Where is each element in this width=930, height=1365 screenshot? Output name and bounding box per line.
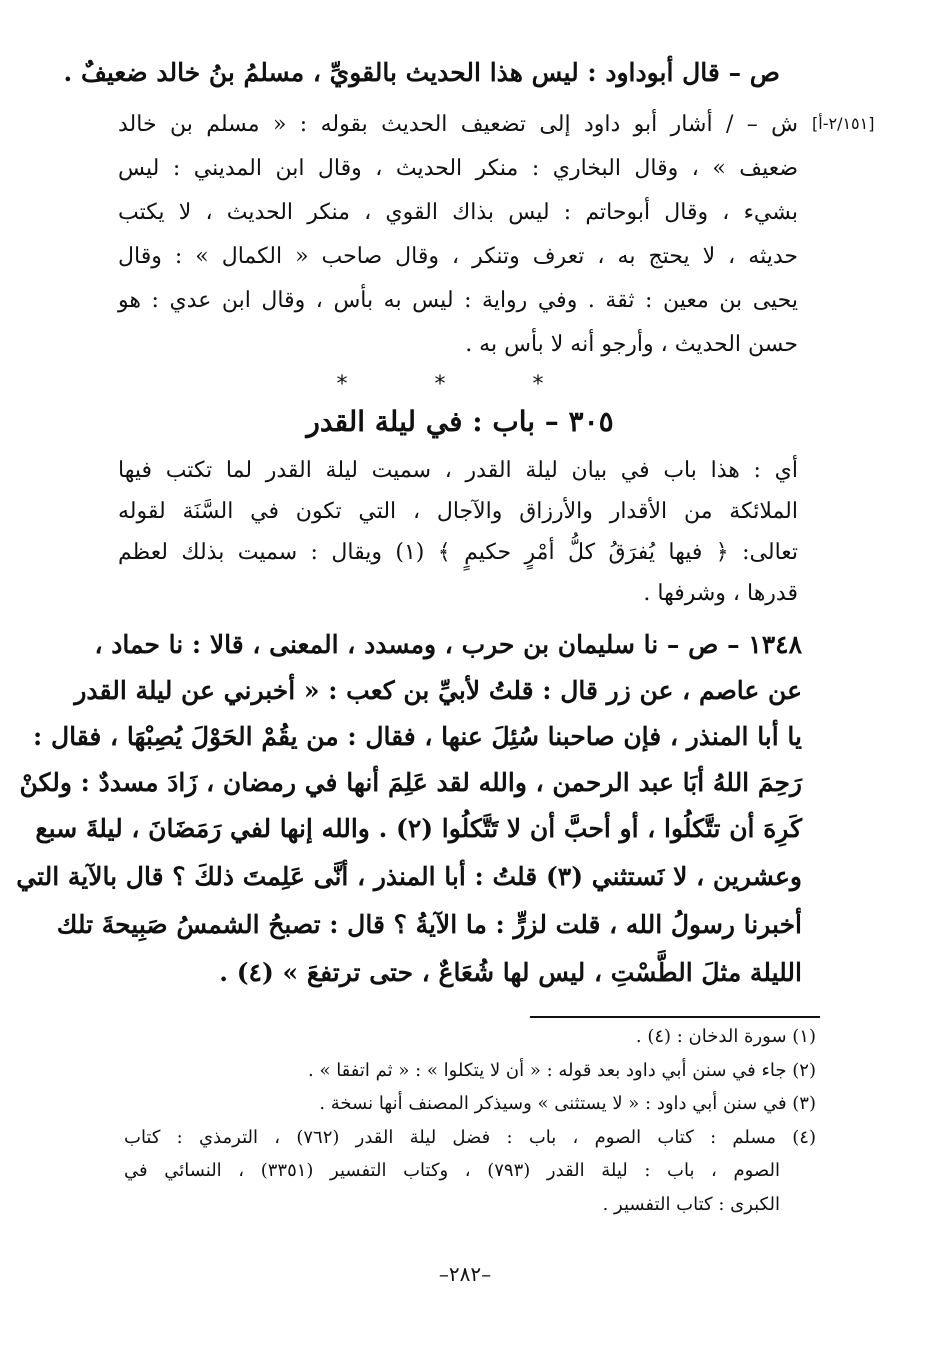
footnote-line: (٣) في سنن أبي داود : « لا يستثنى » وسيذكر المصنف أنها نسخة . [319, 1093, 816, 1114]
intro-line: قدرها ، وشرفها . [643, 581, 798, 606]
hadith-line: عن عاصم ، عن زر قال : قلتُ لأبيِّ بن كعب : « أخبرني عن ليلة القدر [74, 676, 802, 705]
chapter-title: ٣٠٥ – باب : في ليلة القدر [306, 405, 614, 438]
hadith-line: أخبرنا رسولُ الله ، قلت لزرٍّ : ما الآيةُ ؟ قال : تصبحُ الشمسُ صَبِيحةَ تلك [56, 910, 802, 939]
footnote-line: (١) سورة الدخان : (٤) . [635, 1026, 816, 1047]
footnote-line: الصوم ، باب : ليلة القدر (٧٩٣) ، وكتاب التفسير (٣٣٥١) ، النسائي في [124, 1160, 781, 1181]
hadith-line: الليلة مثلَ الطَّسْتِ ، ليس لها شُعَاعٌ ، حتى ترتفعَ » (٤) . [219, 958, 802, 987]
intro-line: أي : هذا باب في بيان ليلة القدر ، سميت ليلة القدر لما تكتب فيها [118, 458, 798, 483]
hadith-line: وعشرين ، لا نَستثني (٣) قلتُ : أبا المنذر ، أنَّى عَلِمتَ ذلكَ ؟ قال بالآية التي [16, 862, 802, 891]
footnote-line: (٤) مسلم : كتاب الصوم ، باب : فضل ليلة القدر (٧٦٢) ، الترمذي : كتاب [124, 1127, 816, 1148]
sharh-line: ش – / أشار أبو داود إلى تضعيف الحديث بقوله : « مسلم بن خالد [118, 112, 798, 137]
sharh-line: يحيى بن معين : ثقة . وفي رواية : ليس به بأس ، وقال ابن عدي : هو [118, 288, 798, 313]
hadith-line: ١٣٤٨ – ص – نا سليمان بن حرب ، ومسدد ، المعنى ، قالا : نا حماد ، [94, 630, 802, 659]
page-number: –٢٨٢– [438, 1262, 492, 1286]
footnote-line: (٢) جاء في سنن أبي داود بعد قوله : « أن لا يتكلوا » : « ثم اتفقا » . [308, 1060, 816, 1081]
margin-reference: [٢/١٥١-أ] [812, 114, 875, 133]
hadith-line: يا أبا المنذر ، فإن صاحبنا سُئِلَ عنها ، فقال : من يقُمْ الحَوْلَ يُصِبْهَا ، فقال : [33, 722, 802, 751]
footnote-separator [530, 1016, 820, 1018]
hadith-line: رَحِمَ اللهُ أبَا عبد الرحمن ، والله لقد عَلِمَ أنها في رمضان ، زَادَ مسددٌ : ولكنْ [19, 768, 802, 797]
hadith-line: كَرِهَ أن تتَّكلُوا ، أو أحبَّ أن لا تَتَّكلُوا (٢) . والله إنها لفي رَمَضَانَ ، ليلةَ سبع [35, 814, 802, 843]
footnote-line: الكبرى : كتاب التفسير . [602, 1194, 780, 1215]
section-separator-stars: * * * [336, 372, 584, 397]
matn-quote: ص – قال أبوداود : ليس هذا الحديث بالقويِّ ، مسلمُ بنُ خالد ضعيفٌ . [63, 58, 780, 87]
sharh-line: ضعيف » ، وقال البخاري : منكر الحديث ، وقال ابن المديني : ليس [118, 156, 798, 181]
sharh-line: بشيء ، وقال أبوحاتم : ليس بذاك القوي ، منكر الحديث ، لا يكتب [118, 200, 798, 225]
sharh-line: حسن الحديث ، وأرجو أنه لا بأس به . [465, 332, 798, 357]
intro-line: الملائكة من الأقدار والأرزاق والآجال ، التي تكون في السَّنَة لقوله [118, 499, 798, 524]
sharh-line: حديثه ، لا يحتج به ، تعرف وتنكر ، وقال صاحب « الكمال » : وقال [118, 244, 798, 269]
intro-line: تعالى: ﴿ فيها يُفرَقُ كلُّ أمْرٍ حكيمٍ ﴾ (١) ويقال : سميت بذلك لعظم [118, 540, 799, 565]
